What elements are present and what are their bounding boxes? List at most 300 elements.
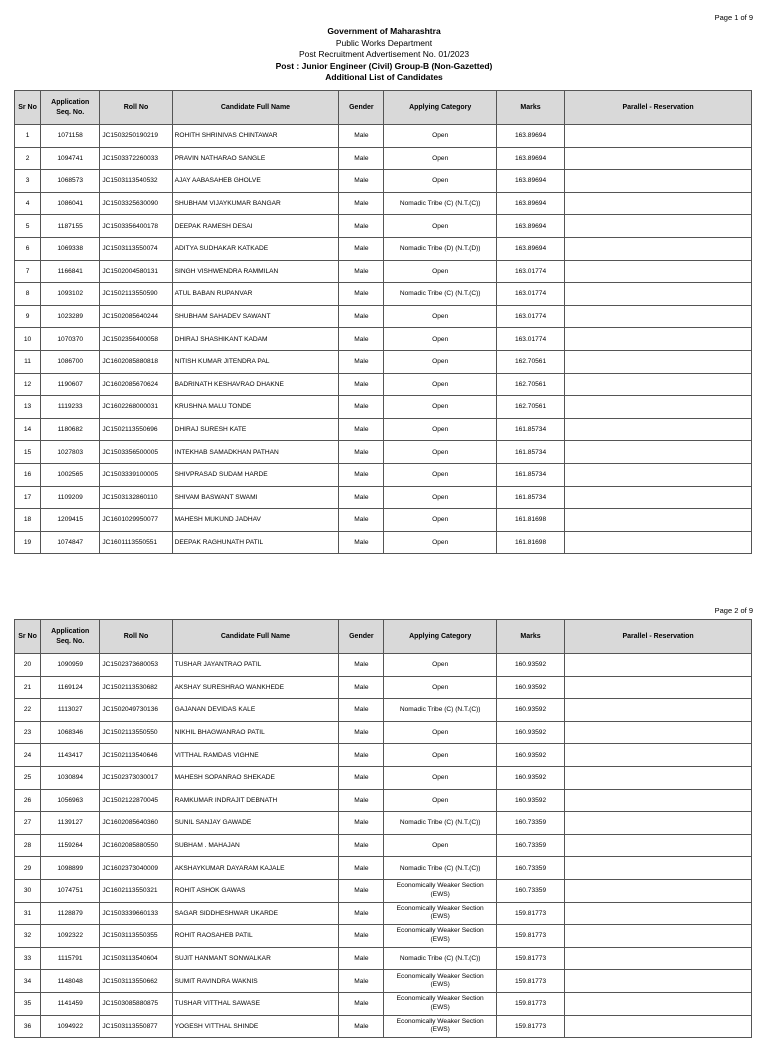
marks-cell: 159.81773 [496,947,564,970]
parallel-reservation-cell [565,947,752,970]
candidates-table-page-2 [14,619,752,1038]
parallel-reservation-cell [565,879,752,902]
sr-no-cell: 8 [15,283,41,306]
roll-no-cell: JC1503113540532 [100,170,172,193]
sr-no-cell: 11 [15,350,41,373]
table-row [15,237,752,260]
roll-no-cell: JC1502113530682 [100,676,172,699]
sr-no-cell: 32 [15,925,41,948]
marks-cell: 162.70561 [496,350,564,373]
gender-cell: Male [339,125,384,148]
roll-no-cell: JC1503085880875 [100,992,172,1015]
gender-cell: Male [339,970,384,993]
roll-no-cell: JC1502373030017 [100,766,172,789]
sr-no-cell: 4 [15,192,41,215]
candidate-name-cell: ROHIT RAOSAHEB PATIL [172,925,339,948]
col-applying-category: Applying Category [384,620,496,654]
gender-cell: Male [339,744,384,767]
sr-no-cell: 18 [15,509,41,532]
marks-cell: 163.89694 [496,170,564,193]
marks-cell: 160.93592 [496,744,564,767]
candidate-name-cell: TUSHAR VITTHAL SAWASE [172,992,339,1015]
gender-cell: Male [339,305,384,328]
parallel-reservation-cell [565,125,752,148]
parallel-reservation-cell [565,170,752,193]
gender-cell: Male [339,396,384,419]
roll-no-cell: JC1502373680053 [100,654,172,677]
candidate-name-cell: ATUL BABAN RUPANVAR [172,283,339,306]
roll-no-cell: JC1601113550551 [100,531,172,554]
candidate-name-cell: SUJIT HANMANT SONWALKAR [172,947,339,970]
category-cell: Open [384,531,496,554]
parallel-reservation-cell [565,192,752,215]
marks-cell: 160.93592 [496,789,564,812]
page-number-1: Page 1 of 9 [714,13,753,22]
parallel-reservation-cell [565,654,752,677]
candidate-name-cell: AKSHAYKUMAR DAYARAM KAJALE [172,857,339,880]
marks-cell: 161.85734 [496,418,564,441]
application-seq-cell: 1023289 [41,305,100,328]
application-seq-cell: 1159264 [41,834,100,857]
roll-no-cell: JC1602113550321 [100,879,172,902]
application-seq-cell: 1115791 [41,947,100,970]
application-seq-cell: 1070370 [41,328,100,351]
marks-cell: 163.89694 [496,147,564,170]
marks-cell: 160.73359 [496,879,564,902]
roll-no-cell: JC1502113550550 [100,721,172,744]
category-cell: Open [384,305,496,328]
table-row [15,147,752,170]
candidate-name-cell: SUBHAM . MAHAJAN [172,834,339,857]
candidate-name-cell: BADRINATH KESHAVRAO DHAKNE [172,373,339,396]
roll-no-cell: JC1602085640360 [100,812,172,835]
sr-no-cell: 30 [15,879,41,902]
sr-no-cell: 33 [15,947,41,970]
sr-no-cell: 34 [15,970,41,993]
application-seq-cell: 1092322 [41,925,100,948]
candidates-table-page-1 [14,90,752,554]
candidate-name-cell: INTEKHAB SAMADKHAN PATHAN [172,441,339,464]
marks-cell: 160.73359 [496,834,564,857]
parallel-reservation-cell [565,305,752,328]
marks-cell: 159.81773 [496,925,564,948]
sr-no-cell: 20 [15,654,41,677]
roll-no-cell: JC1503372260033 [100,147,172,170]
application-seq-cell: 1180682 [41,418,100,441]
gender-cell: Male [339,789,384,812]
gender-cell: Male [339,1015,384,1038]
gender-cell: Male [339,192,384,215]
sr-no-cell: 35 [15,992,41,1015]
category-cell: Open [384,789,496,812]
category-cell: Nomadic Tribe (C) (N.T.(C)) [384,192,496,215]
roll-no-cell: JC1503132860110 [100,486,172,509]
roll-no-cell: JC1503339100005 [100,463,172,486]
marks-cell: 160.73359 [496,857,564,880]
roll-no-cell: JC1503113540604 [100,947,172,970]
category-cell: Nomadic Tribe (C) (N.T.(C)) [384,283,496,306]
table-row [15,744,752,767]
table-row [15,350,752,373]
parallel-reservation-cell [565,215,752,238]
roll-no-cell: JC1602268000031 [100,396,172,419]
marks-cell: 161.81698 [496,531,564,554]
table-row [15,676,752,699]
table-row [15,812,752,835]
marks-cell: 160.93592 [496,766,564,789]
table-row [15,699,752,722]
candidate-name-cell: AJAY AABASAHEB GHOLVE [172,170,339,193]
candidate-name-cell: GAJANAN DEVIDAS KALE [172,699,339,722]
category-cell: Open [384,215,496,238]
sr-no-cell: 15 [15,441,41,464]
application-seq-cell: 1086700 [41,350,100,373]
sr-no-cell: 1 [15,125,41,148]
parallel-reservation-cell [565,463,752,486]
col-sr-no: Sr No [15,620,41,654]
gender-cell: Male [339,373,384,396]
candidate-name-cell: DEEPAK RAMESH DESAI [172,215,339,238]
col-parallel-reservation: Parallel - Reservation [565,91,752,125]
col-gender: Gender [339,620,384,654]
category-cell: Open [384,147,496,170]
application-seq-cell: 1069338 [41,237,100,260]
roll-no-cell: JC1601029950077 [100,509,172,532]
table-row [15,857,752,880]
parallel-reservation-cell [565,992,752,1015]
header-list-title: Additional List of Candidates [325,72,443,83]
table-row [15,463,752,486]
table-row [15,328,752,351]
roll-no-cell: JC1503113550355 [100,925,172,948]
roll-no-cell: JC1502004580131 [100,260,172,283]
gender-cell: Male [339,857,384,880]
gender-cell: Male [339,215,384,238]
table-row [15,789,752,812]
candidate-name-cell: DHIRAJ SHASHIKANT KADAM [172,328,339,351]
application-seq-cell: 1002565 [41,463,100,486]
col-marks: Marks [496,620,564,654]
marks-cell: 159.81773 [496,902,564,925]
marks-cell: 161.85734 [496,463,564,486]
candidate-name-cell: SUNIL SANJAY GAWADE [172,812,339,835]
category-cell: Open [384,170,496,193]
sr-no-cell: 5 [15,215,41,238]
category-cell: Economically Weaker Section (EWS) [384,879,496,902]
category-cell: Nomadic Tribe (C) (N.T.(C)) [384,857,496,880]
table-row [15,509,752,532]
sr-no-cell: 26 [15,789,41,812]
table-row [15,947,752,970]
header-government: Government of Maharashtra [327,26,441,36]
candidate-name-cell: MAHESH MUKUND JADHAV [172,509,339,532]
col-roll-no: Roll No [100,620,172,654]
gender-cell: Male [339,260,384,283]
sr-no-cell: 12 [15,373,41,396]
table-row [15,992,752,1015]
parallel-reservation-cell [565,721,752,744]
application-seq-cell: 1113027 [41,699,100,722]
marks-cell: 163.89694 [496,125,564,148]
candidate-name-cell: SHIVPRASAD SUDAM HARDE [172,463,339,486]
table-row [15,373,752,396]
parallel-reservation-cell [565,418,752,441]
roll-no-cell: JC1503113550662 [100,970,172,993]
marks-cell: 161.81698 [496,509,564,532]
category-cell: Open [384,834,496,857]
category-cell: Economically Weaker Section (EWS) [384,925,496,948]
col-application-seq: Application Seq. No. [41,91,100,125]
candidate-name-cell: DHIRAJ SURESH KATE [172,418,339,441]
application-seq-cell: 1030894 [41,766,100,789]
parallel-reservation-cell [565,441,752,464]
candidate-name-cell: SHUBHAM VIJAYKUMAR BANGAR [172,192,339,215]
application-seq-cell: 1071158 [41,125,100,148]
roll-no-cell: JC1602085670624 [100,373,172,396]
table-row [15,170,752,193]
table-row [15,418,752,441]
table-row [15,283,752,306]
marks-cell: 163.01774 [496,305,564,328]
table-row [15,192,752,215]
category-cell: Open [384,486,496,509]
parallel-reservation-cell [565,283,752,306]
roll-no-cell: JC1503356400178 [100,215,172,238]
gender-cell: Male [339,879,384,902]
sr-no-cell: 2 [15,147,41,170]
candidate-name-cell: NIKHIL BHAGWANRAO PATIL [172,721,339,744]
table-row [15,925,752,948]
parallel-reservation-cell [565,812,752,835]
category-cell: Open [384,766,496,789]
gender-cell: Male [339,766,384,789]
parallel-reservation-cell [565,789,752,812]
roll-no-cell: JC1502113550590 [100,283,172,306]
gender-cell: Male [339,992,384,1015]
roll-no-cell: JC1502085640244 [100,305,172,328]
parallel-reservation-cell [565,396,752,419]
parallel-reservation-cell [565,766,752,789]
application-seq-cell: 1187155 [41,215,100,238]
category-cell: Open [384,721,496,744]
gender-cell: Male [339,350,384,373]
category-cell: Nomadic Tribe (C) (N.T.(C)) [384,812,496,835]
roll-no-cell: JC1502356400058 [100,328,172,351]
gender-cell: Male [339,947,384,970]
candidate-name-cell: ADITYA SUDHAKAR KATKADE [172,237,339,260]
category-cell: Open [384,260,496,283]
category-cell: Open [384,373,496,396]
marks-cell: 163.89694 [496,237,564,260]
roll-no-cell: JC1502113550696 [100,418,172,441]
marks-cell: 162.70561 [496,396,564,419]
gender-cell: Male [339,654,384,677]
candidate-name-cell: MAHESH SOPANRAO SHEKADE [172,766,339,789]
application-seq-cell: 1098899 [41,857,100,880]
parallel-reservation-cell [565,509,752,532]
marks-cell: 160.93592 [496,721,564,744]
table-row [15,531,752,554]
candidate-name-cell: VITTHAL RAMDAS VIGHNE [172,744,339,767]
sr-no-cell: 28 [15,834,41,857]
category-cell: Economically Weaker Section (EWS) [384,902,496,925]
marks-cell: 160.93592 [496,676,564,699]
application-seq-cell: 1074751 [41,879,100,902]
category-cell: Economically Weaker Section (EWS) [384,970,496,993]
table-header-row [15,620,752,654]
parallel-reservation-cell [565,1015,752,1038]
candidate-name-cell: SUMIT RAVINDRA WAKNIS [172,970,339,993]
gender-cell: Male [339,441,384,464]
category-cell: Open [384,125,496,148]
col-sr-no: Sr No [15,91,41,125]
table-row [15,654,752,677]
parallel-reservation-cell [565,147,752,170]
category-cell: Open [384,350,496,373]
candidate-name-cell: TUSHAR JAYANTRAO PATIL [172,654,339,677]
roll-no-cell: JC1503113550074 [100,237,172,260]
roll-no-cell: JC1502049730136 [100,699,172,722]
candidate-name-cell: NITISH KUMAR JITENDRA PAL [172,350,339,373]
sr-no-cell: 23 [15,721,41,744]
table-row [15,305,752,328]
application-seq-cell: 1141459 [41,992,100,1015]
marks-cell: 160.93592 [496,699,564,722]
application-seq-cell: 1068346 [41,721,100,744]
category-cell: Open [384,441,496,464]
gender-cell: Male [339,812,384,835]
parallel-reservation-cell [565,744,752,767]
marks-cell: 163.01774 [496,328,564,351]
sr-no-cell: 17 [15,486,41,509]
application-seq-cell: 1074847 [41,531,100,554]
application-seq-cell: 1068573 [41,170,100,193]
parallel-reservation-cell [565,857,752,880]
roll-no-cell: JC1502122870045 [100,789,172,812]
parallel-reservation-cell [565,237,752,260]
application-seq-cell: 1056963 [41,789,100,812]
application-seq-cell: 1128879 [41,902,100,925]
roll-no-cell: JC1503356500005 [100,441,172,464]
document-header [0,26,768,84]
roll-no-cell: JC1503325630090 [100,192,172,215]
parallel-reservation-cell [565,902,752,925]
sr-no-cell: 29 [15,857,41,880]
sr-no-cell: 16 [15,463,41,486]
table-row [15,1015,752,1038]
table-row [15,834,752,857]
application-seq-cell: 1094741 [41,147,100,170]
parallel-reservation-cell [565,350,752,373]
category-cell: Open [384,654,496,677]
marks-cell: 160.93592 [496,654,564,677]
marks-cell: 159.81773 [496,992,564,1015]
parallel-reservation-cell [565,676,752,699]
marks-cell: 161.85734 [496,486,564,509]
roll-no-cell: JC1503113550877 [100,1015,172,1038]
sr-no-cell: 24 [15,744,41,767]
candidate-name-cell: SHUBHAM SAHADEV SAWANT [172,305,339,328]
page-number-2: Page 2 of 9 [714,606,753,615]
category-cell: Open [384,509,496,532]
col-applying-category: Applying Category [384,91,496,125]
sr-no-cell: 27 [15,812,41,835]
sr-no-cell: 19 [15,531,41,554]
sr-no-cell: 14 [15,418,41,441]
gender-cell: Male [339,509,384,532]
application-seq-cell: 1169124 [41,676,100,699]
application-seq-cell: 1119233 [41,396,100,419]
category-cell: Nomadic Tribe (C) (N.T.(C)) [384,947,496,970]
candidate-name-cell: ROHIT ASHOK GAWAS [172,879,339,902]
sr-no-cell: 6 [15,237,41,260]
category-cell: Open [384,328,496,351]
marks-cell: 161.85734 [496,441,564,464]
candidate-name-cell: YOGESH VITTHAL SHINDE [172,1015,339,1038]
candidate-name-cell: RAMKUMAR INDRAJIT DEBNATH [172,789,339,812]
header-post: Post : Junior Engineer (Civil) Group-B (Non-Gazetted) [275,60,493,71]
sr-no-cell: 36 [15,1015,41,1038]
table-row [15,215,752,238]
table-row [15,125,752,148]
marks-cell: 163.01774 [496,260,564,283]
marks-cell: 159.81773 [496,1015,564,1038]
table-row [15,902,752,925]
category-cell: Open [384,676,496,699]
gender-cell: Male [339,721,384,744]
table-header-row [15,91,752,125]
table-row [15,441,752,464]
roll-no-cell: JC1602085880818 [100,350,172,373]
marks-cell: 163.89694 [496,192,564,215]
parallel-reservation-cell [565,925,752,948]
sr-no-cell: 10 [15,328,41,351]
gender-cell: Male [339,328,384,351]
category-cell: Open [384,463,496,486]
gender-cell: Male [339,283,384,306]
category-cell: Economically Weaker Section (EWS) [384,1015,496,1038]
gender-cell: Male [339,237,384,260]
sr-no-cell: 13 [15,396,41,419]
application-seq-cell: 1086041 [41,192,100,215]
roll-no-cell: JC1602085880550 [100,834,172,857]
gender-cell: Male [339,676,384,699]
sr-no-cell: 31 [15,902,41,925]
marks-cell: 160.73359 [496,812,564,835]
table-row [15,396,752,419]
gender-cell: Male [339,463,384,486]
sr-no-cell: 22 [15,699,41,722]
gender-cell: Male [339,170,384,193]
application-seq-cell: 1027803 [41,441,100,464]
application-seq-cell: 1094922 [41,1015,100,1038]
category-cell: Open [384,744,496,767]
sr-no-cell: 21 [15,676,41,699]
application-seq-cell: 1190607 [41,373,100,396]
parallel-reservation-cell [565,699,752,722]
category-cell: Open [384,418,496,441]
gender-cell: Male [339,699,384,722]
category-cell: Open [384,396,496,419]
sr-no-cell: 25 [15,766,41,789]
sr-no-cell: 9 [15,305,41,328]
table-row [15,260,752,283]
category-cell: Nomadic Tribe (D) (N.T.(D)) [384,237,496,260]
application-seq-cell: 1143417 [41,744,100,767]
gender-cell: Male [339,834,384,857]
roll-no-cell: JC1602373040009 [100,857,172,880]
marks-cell: 162.70561 [496,373,564,396]
